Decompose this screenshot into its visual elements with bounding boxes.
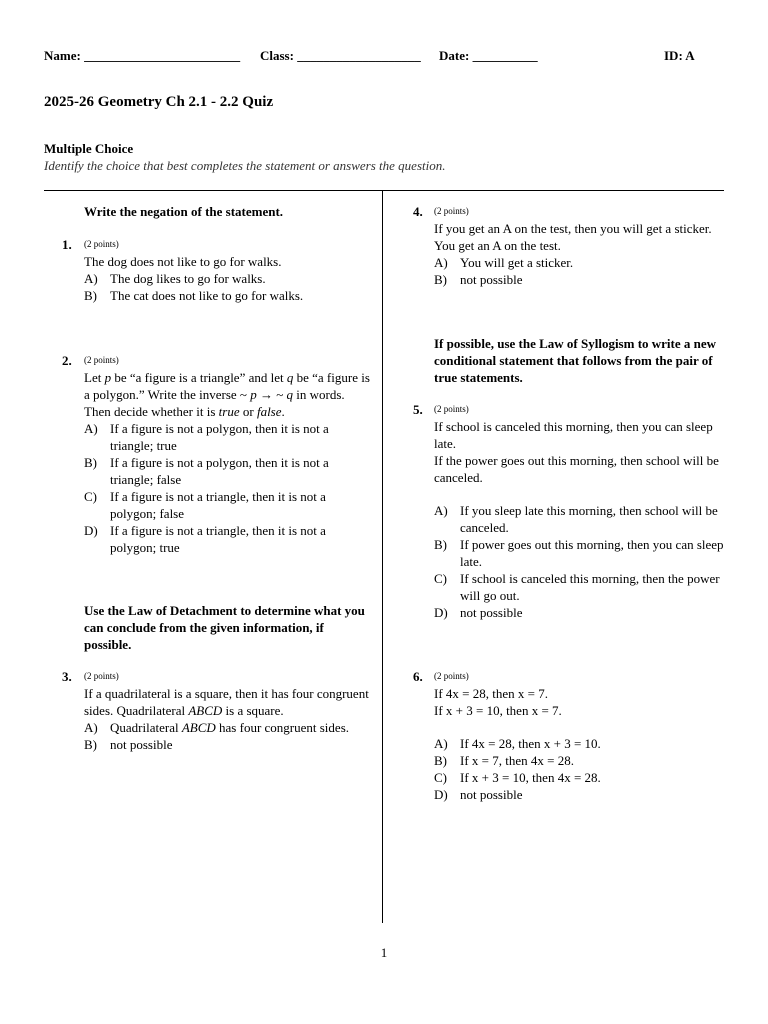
question-1-option-a[interactable] — [84, 270, 374, 287]
question-3 — [84, 668, 374, 753]
stem-abcd: ABCD — [188, 703, 223, 718]
question-3-points: (2 points) — [84, 671, 119, 681]
option-text: The dog likes to go for walks. — [110, 271, 266, 286]
stem-text: is a square. — [225, 703, 284, 718]
name-field[interactable]: Name: ________________________ — [44, 48, 241, 63]
directions-negation: Write the negation of the statement. — [84, 204, 284, 219]
option-text — [110, 719, 374, 736]
question-number-2: 2. — [62, 353, 72, 368]
question-5-points: (2 points) — [434, 404, 469, 414]
option-text: If a figure is not a triangle, then it is not a polygon; true — [110, 523, 326, 555]
question-3-stem — [84, 685, 374, 719]
section-heading: Multiple Choice — [44, 141, 134, 156]
option-text: If a figure is not a polygon, then it is not a triangle; true — [110, 421, 329, 453]
option-label: A) — [84, 720, 98, 735]
quiz-title: 2025-26 Geometry Ch 2.1 - 2.2 Quiz — [44, 94, 274, 110]
question-6-points: (2 points) — [434, 671, 469, 681]
option-text: not possible — [460, 605, 523, 620]
option-abcd: ABCD — [181, 720, 216, 735]
column-divider — [382, 191, 383, 923]
option-label: C) — [434, 770, 447, 785]
question-6-stem-2: If x + 3 = 10, then x = 7. — [434, 703, 562, 718]
question-6-option-a[interactable] — [434, 735, 724, 752]
option-text: If school is canceled this morning, then the power will go out. — [460, 571, 720, 603]
question-3-option-b[interactable] — [84, 736, 374, 753]
option-text: The cat does not like to go for walks. — [110, 288, 304, 303]
option-label: C) — [434, 571, 447, 586]
directions-syllogism: If possible, use the Law of Syllogism to write a new conditional statement that follows from the pair of true statements. — [434, 336, 717, 385]
question-2 — [84, 352, 374, 556]
option-text: If x + 3 = 10, then 4x = 28. — [460, 770, 601, 785]
option-text: If power goes out this morning, then you can sleep late. — [460, 537, 724, 569]
question-6 — [434, 668, 724, 803]
option-label: A) — [434, 255, 448, 270]
option-label: D) — [434, 605, 448, 620]
option-text-part: Quadrilateral — [110, 720, 179, 735]
question-1-stem: The dog does not like to go for walks. — [84, 254, 282, 269]
question-number-3: 3. — [62, 669, 72, 684]
option-text: If x = 7, then 4x = 28. — [460, 753, 574, 768]
question-4-option-a[interactable] — [434, 254, 724, 271]
option-text: If you sleep late this morning, then school will be canceled. — [460, 503, 718, 535]
question-5-option-b[interactable] — [434, 536, 724, 570]
option-text: If 4x = 28, then x + 3 = 10. — [460, 736, 601, 751]
question-number-1: 1. — [62, 237, 72, 252]
option-label: C) — [84, 489, 97, 504]
option-label: B) — [84, 737, 97, 752]
section-instruction: Identify the choice that best completes the statement or answers the question. — [44, 158, 446, 173]
question-6-stem-1: If 4x = 28, then x = 7. — [434, 686, 548, 701]
question-5-option-d[interactable] — [434, 604, 724, 621]
class-field[interactable]: Class: ___________________ — [260, 48, 421, 63]
option-text: not possible — [110, 737, 173, 752]
question-5-option-c[interactable] — [434, 570, 724, 604]
stem-text: If a quadrilateral is a square, then it has four congruent sides. Quadrilateral — [84, 686, 369, 718]
question-4 — [434, 203, 724, 288]
question-2-option-d[interactable] — [84, 522, 374, 556]
question-4-points: (2 points) — [434, 206, 469, 216]
test-id: ID: A — [664, 48, 695, 63]
question-2-option-b[interactable] — [84, 454, 374, 488]
option-label: B) — [84, 455, 97, 470]
question-4-option-b[interactable] — [434, 271, 724, 288]
page-number: 1 — [380, 945, 388, 960]
question-2-stem: Let p be “a figure is a triangle” and let q be “a figure is a polygon.” Write the inverse ~ p → ~ q in words. Then decide whether it is true or false. — [84, 370, 370, 419]
question-4-stem: If you get an A on the test, then you will get a sticker. You get an A on the test. — [434, 221, 712, 253]
option-text-part: has four congruent sides. — [219, 720, 349, 735]
question-1-option-b[interactable] — [84, 287, 374, 304]
directions-detachment: Use the Law of Detachment to determine what you can conclude from the given information, if possible. — [84, 603, 365, 652]
option-label: A) — [84, 421, 98, 436]
option-text: You will get a sticker. — [460, 255, 574, 270]
question-1 — [84, 236, 374, 304]
option-text: If a figure is not a triangle, then it is not a polygon; false — [110, 489, 326, 521]
question-number-6: 6. — [413, 669, 423, 684]
option-text: not possible — [460, 272, 523, 287]
question-2-option-a[interactable] — [84, 420, 374, 454]
option-text: If a figure is not a polygon, then it is not a triangle; false — [110, 455, 329, 487]
horizontal-divider — [44, 190, 724, 191]
question-5-stem-1: If school is canceled this morning, then you can sleep late. — [434, 419, 713, 451]
question-6-option-d[interactable] — [434, 786, 724, 803]
option-label: D) — [434, 787, 448, 802]
option-label: B) — [84, 288, 97, 303]
question-6-option-b[interactable] — [434, 752, 724, 769]
option-label: A) — [434, 503, 448, 518]
option-label: B) — [434, 753, 447, 768]
question-3-option-a[interactable] — [84, 719, 374, 736]
option-label: B) — [434, 272, 447, 287]
option-label: D) — [84, 523, 98, 538]
option-label: B) — [434, 537, 447, 552]
question-5-option-a[interactable] — [434, 502, 724, 536]
date-field[interactable]: Date: __________ — [439, 48, 538, 63]
option-label: A) — [84, 271, 98, 286]
question-1-points: (2 points) — [84, 239, 119, 249]
question-5 — [434, 401, 724, 621]
question-2-option-c[interactable] — [84, 488, 374, 522]
question-5-stem-2: If the power goes out this morning, then school will be canceled. — [434, 453, 719, 485]
question-6-option-c[interactable] — [434, 769, 724, 786]
question-number-5: 5. — [413, 402, 423, 417]
question-2-points: (2 points) — [84, 355, 119, 365]
option-label: A) — [434, 736, 448, 751]
option-text: not possible — [460, 787, 523, 802]
question-number-4: 4. — [413, 204, 423, 219]
